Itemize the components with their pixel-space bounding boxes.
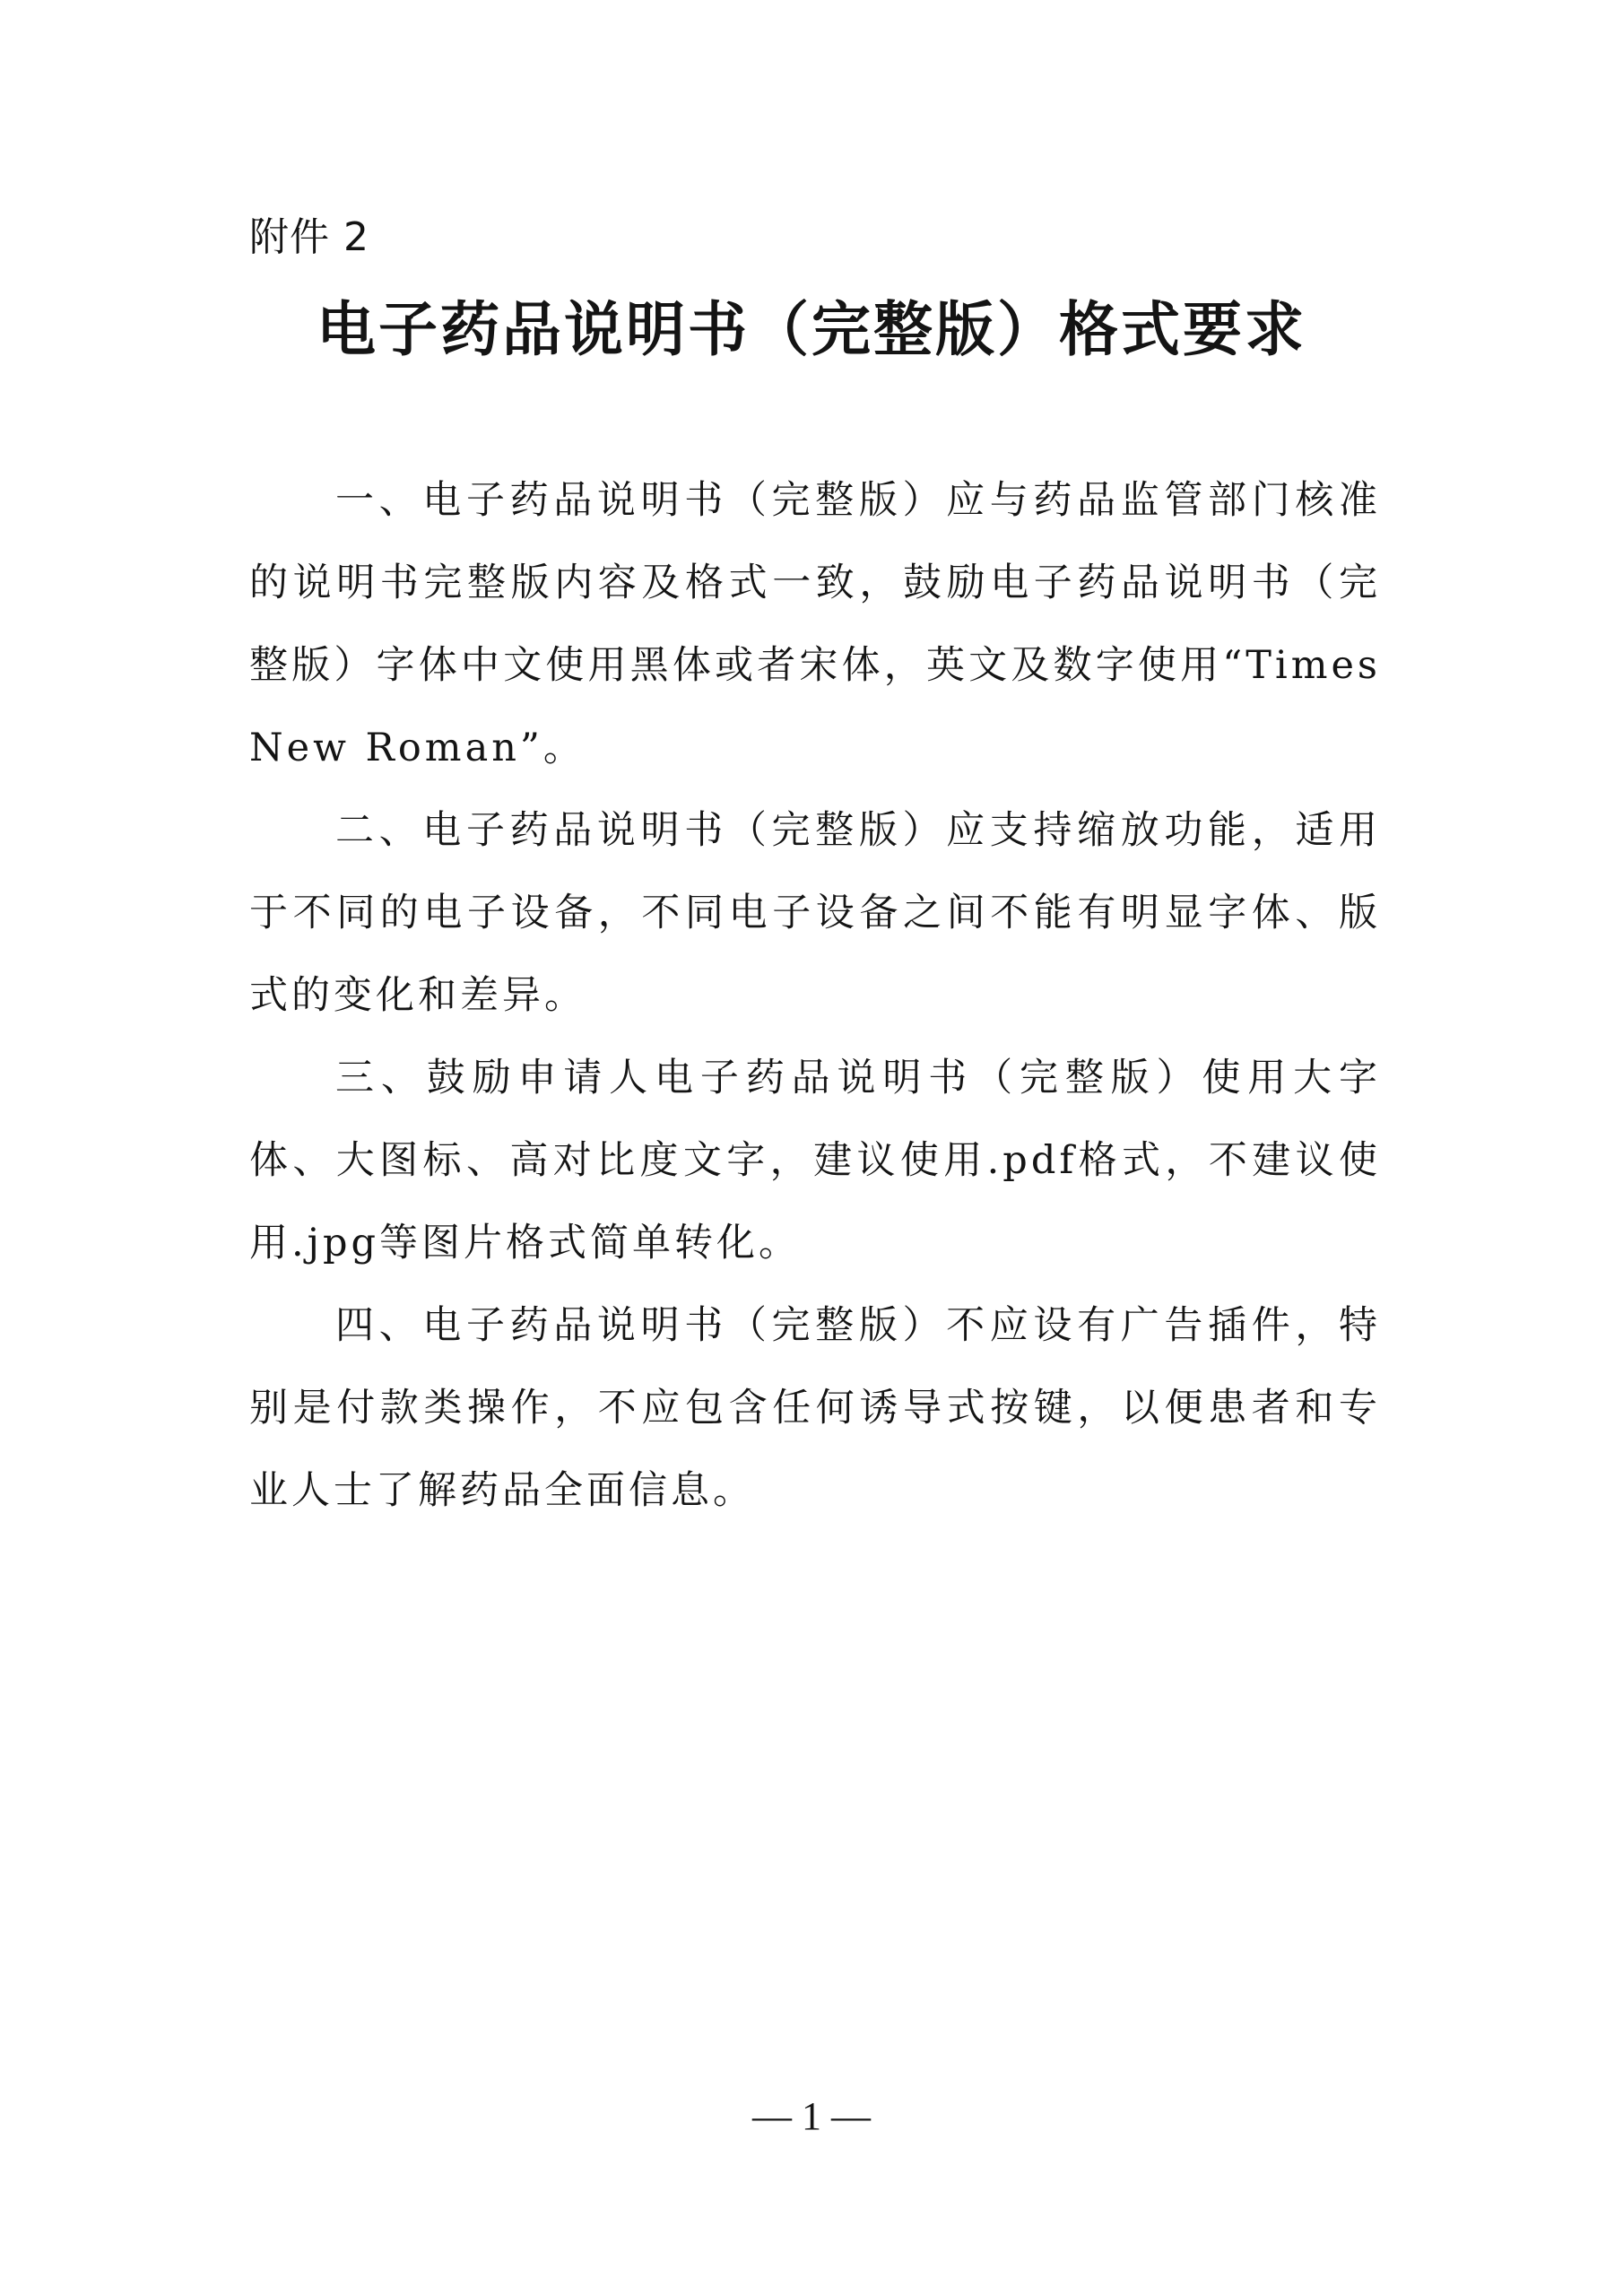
document-body (249, 459, 1381, 1532)
document-title: 电子药品说明书（完整版）格式要求 (317, 295, 1306, 364)
paragraph-3: 三、鼓励申请人电子药品说明书（完整版）使用大字体、大图标、高对比度文字，建议使用.pdf格式，不建议使用.jpg等图片格式简单转化。 (249, 1056, 1381, 1265)
paragraph-2: 二、电子药品说明书（完整版）应支持缩放功能，适用于不同的电子设备，不同电子设备之间不能有明显字体、版式的变化和差异。 (249, 808, 1381, 1018)
attachment-label: 附件 2 (249, 214, 369, 260)
paragraph-1: 一、电子药品说明书（完整版）应与药品监管部门核准的说明书完整版内容及格式一致，鼓励电子药品说明书（完整版）字体中文使用黑体或者宋体，英文及数字使用“Times New Roman”。 (249, 478, 1381, 770)
page-number: — 1 — (752, 2094, 871, 2138)
paragraph-4: 四、电子药品说明书（完整版）不应设有广告插件，特别是付款类操作，不应包含任何诱导式按键，以便患者和专业人士了解药品全面信息。 (249, 1303, 1381, 1513)
